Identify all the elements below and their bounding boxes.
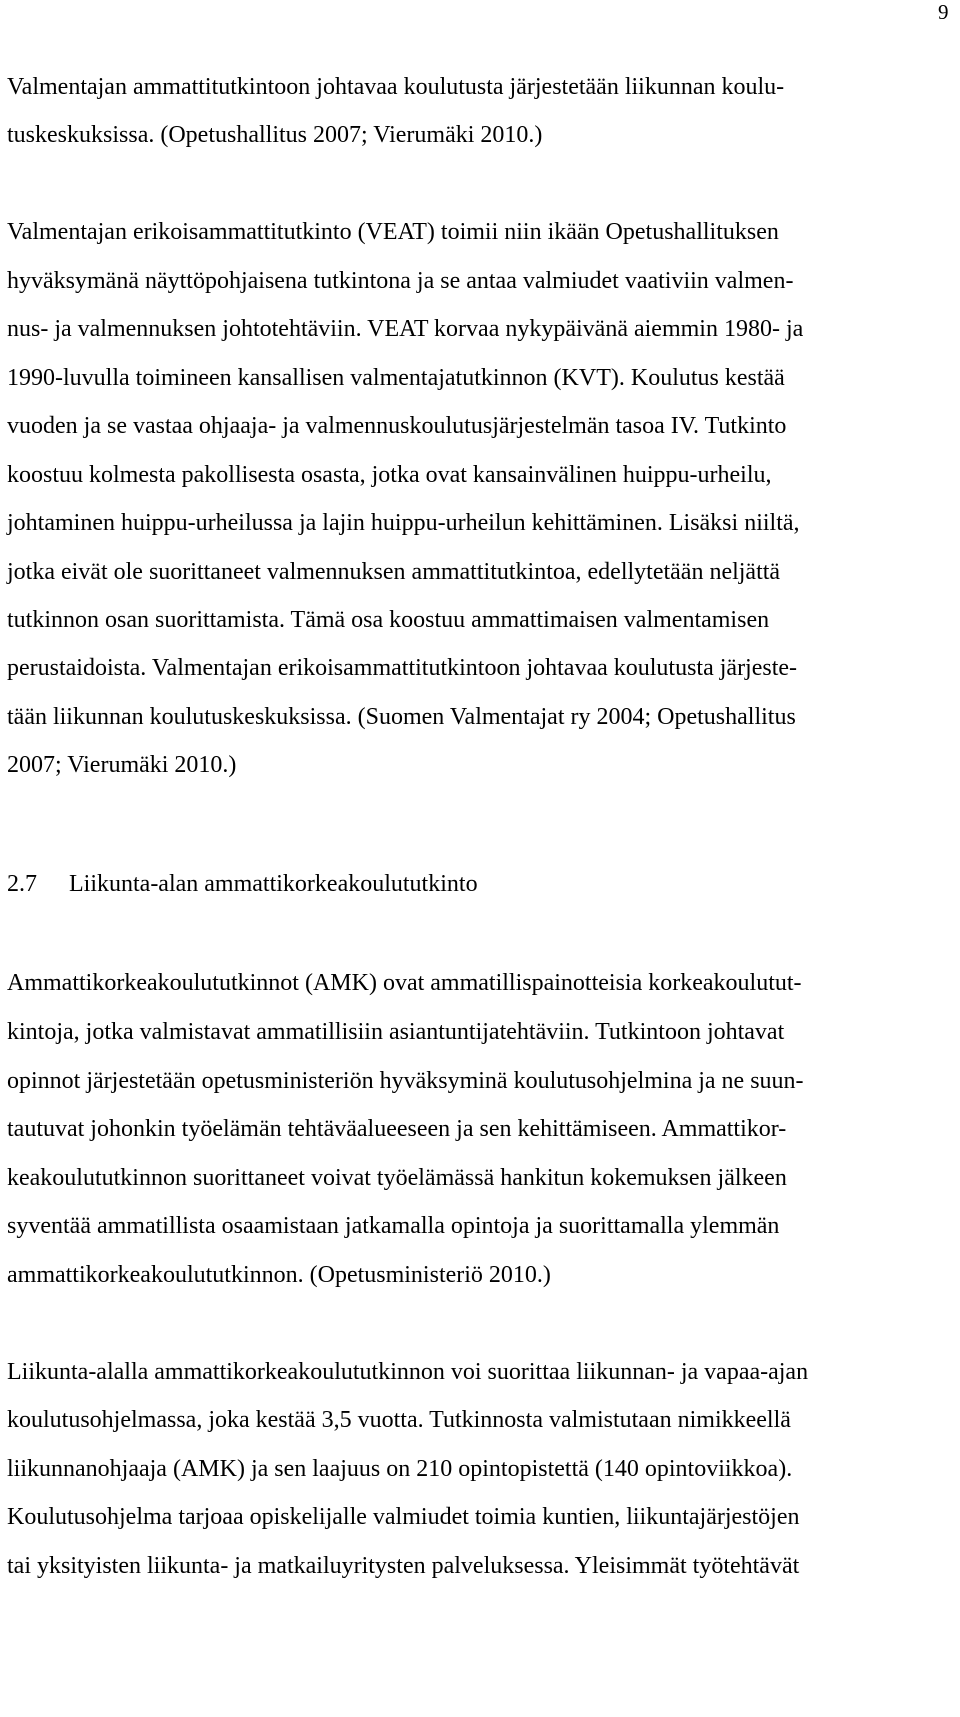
text-line: tai yksityisten liikunta- ja matkailuyritysten palveluksessa. Yleisimmät työtehtävät <box>7 1553 800 1579</box>
text-line: tuskeskuksissa. (Opetushallitus 2007; Vierumäki 2010.) <box>7 122 543 148</box>
section-title: Liikunta-alan ammattikorkeakoulututkinto <box>69 871 478 897</box>
text-line: hyväksymänä näyttöpohjaisena tutkintona ja se antaa valmiudet vaativiin valmen- <box>7 268 794 294</box>
text-line: vuoden ja se vastaa ohjaaja- ja valmennuskoulutusjärjestelmän tasoa IV. Tutkinto <box>7 413 787 439</box>
text-line: liikunnanohjaaja (AMK) ja sen laajuus on 210 opintopistettä (140 opintoviikkoa). <box>7 1456 793 1482</box>
text-line: tautuvat johonkin työelämän tehtäväalueeseen ja sen kehittämiseen. Ammattikor- <box>7 1116 787 1142</box>
text-line: syventää ammatillista osaamistaan jatkamalla opintoja ja suorittamalla ylemmän <box>7 1213 780 1239</box>
text-line: johtaminen huippu-urheilussa ja lajin huippu-urheilun kehittäminen. Lisäksi niiltä, <box>7 510 800 536</box>
text-line: 1990-luvulla toimineen kansallisen valmentajatutkinnon (KVT). Koulutus kestää <box>7 365 785 391</box>
text-line: opinnot järjestetään opetusministeriön hyväksyminä koulutusohjelmina ja ne suun- <box>7 1068 804 1094</box>
text-line: Ammattikorkeakoulututkinnot (AMK) ovat ammatillispainotteisia korkeakoulutut- <box>7 970 802 996</box>
text-line: keakoulututkinnon suorittaneet voivat työelämässä hankitun kokemuksen jälkeen <box>7 1165 787 1191</box>
text-line: tään liikunnan koulutuskeskuksissa. (Suomen Valmentajat ry 2004; Opetushallitus <box>7 704 796 730</box>
text-line: koulutusohjelmassa, joka kestää 3,5 vuotta. Tutkinnosta valmistutaan nimikkeellä <box>7 1407 791 1433</box>
text-line: Liikunta-alalla ammattikorkeakoulututkinnon voi suorittaa liikunnan- ja vapaa-ajan <box>7 1359 809 1385</box>
text-line: tutkinnon osan suorittamista. Tämä osa koostuu ammattimaisen valmentamisen <box>7 607 770 633</box>
text-line: Koulutusohjelma tarjoaa opiskelijalle valmiudet toimia kuntien, liikuntajärjestöjen <box>7 1504 800 1530</box>
text-line: perustaidoista. Valmentajan erikoisammattitutkintoon johtavaa koulutusta järjeste- <box>7 655 798 681</box>
text-line: koostuu kolmesta pakollisesta osasta, jotka ovat kansainvälinen huippu-urheilu, <box>7 462 772 488</box>
section-heading <box>7 869 478 899</box>
text-line: nus- ja valmennuksen johtotehtäviin. VEAT korvaa nykypäivänä aiemmin 1980- ja <box>7 316 804 342</box>
text-line: kintoja, jotka valmistavat ammatillisiin asiantuntijatehtäviin. Tutkintoon johtavat <box>7 1019 785 1045</box>
text-line: 2007; Vierumäki 2010.) <box>7 752 237 778</box>
text-line: jotka eivät ole suorittaneet valmennuksen ammattitutkintoa, edellytetään neljättä <box>7 559 781 585</box>
text-line: Valmentajan erikoisammattitutkinto (VEAT) toimii niin ikään Opetushallituksen <box>7 219 779 245</box>
page-number: 9 <box>938 0 949 24</box>
text-line: ammattikorkeakoulututkinnon. (Opetusministeriö 2010.) <box>7 1262 551 1288</box>
text-line: Valmentajan ammattitutkintoon johtavaa koulutusta järjestetään liikunnan koulu- <box>7 74 785 100</box>
section-number: 2.7 <box>7 871 37 897</box>
